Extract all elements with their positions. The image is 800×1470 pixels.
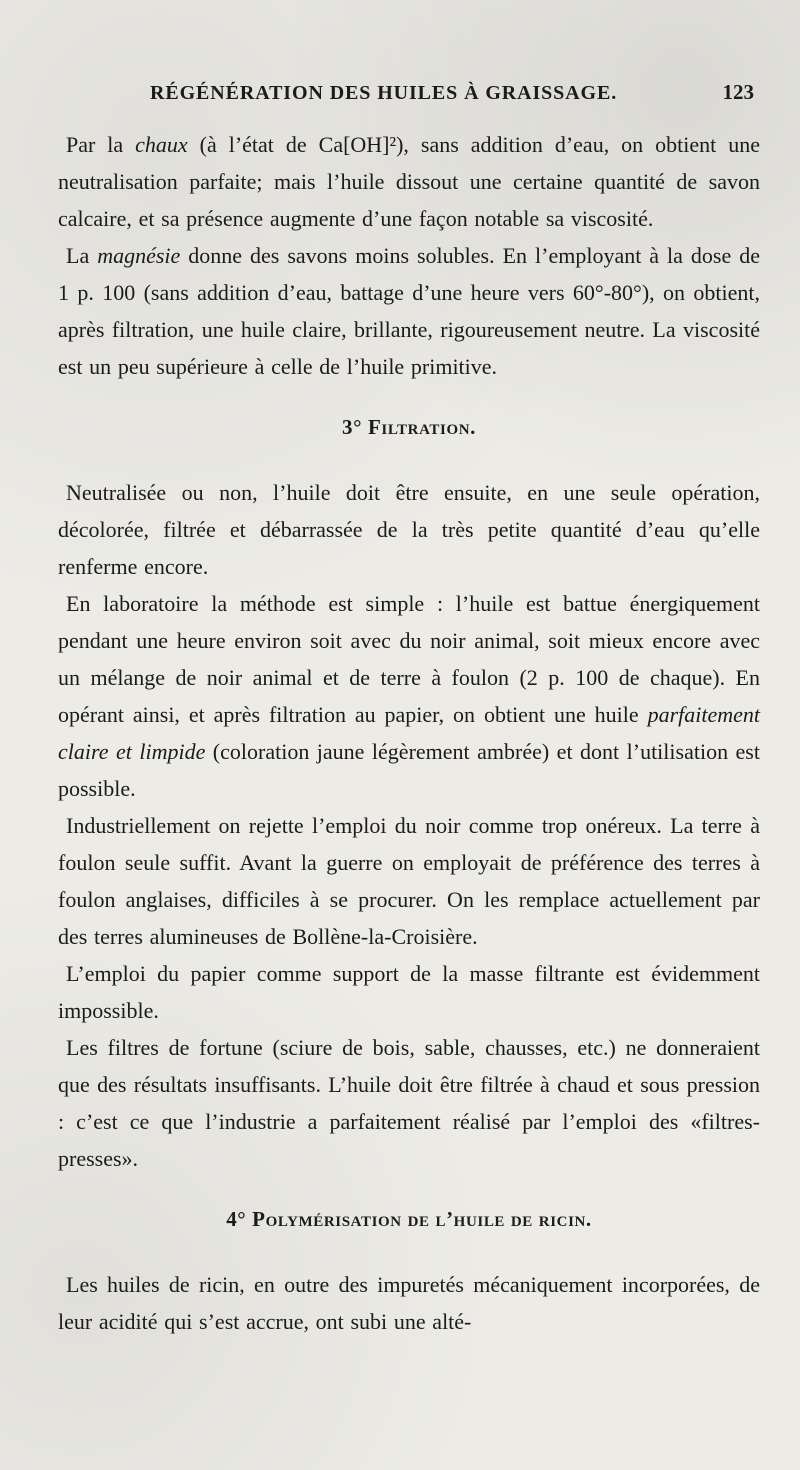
section-title-filtration: 3° Filtration. [342, 415, 476, 439]
paragraph-chaux-after: (à l’état de Ca[OH]²), sans addition d’eau, on obtient une neutralisation parfaite; mais l’huile dissout une certaine quantité de savon calcaire, et sa présence augmente d’une façon notable sa viscosité. [58, 132, 760, 231]
paragraph-filtration-intro: Neutralisée ou non, l’huile doit être ensuite, en une seule opération, décolorée, filtrée et débarrassée de la très petite quantité d’eau qu’elle renferme encore. [58, 480, 760, 579]
running-head [58, 78, 760, 118]
paragraph-industriellement: Industriellement on rejette l’emploi du noir comme trop onéreux. La terre à foulon seule suffit. Avant la guerre on employait de préférence des terres à foulon anglaises, difficiles à se procurer. On les remplace actuellement par des terres alumineuses de Bollène-la-Croisière. [58, 813, 760, 949]
paragraph-laboratoire-before: En laboratoire la méthode est simple : l’huile est battue énergiquement pendant une heure environ soit avec du noir animal, soit mieux encore avec un mélange de noir animal et de terre à foulon (2 p. 100 de chaque). En opérant ainsi, et après filtration au papier, on obtient une huile [58, 591, 760, 727]
paragraph-chaux [58, 126, 760, 237]
paragraph-laboratoire [58, 585, 760, 807]
section-title-polymerisation: 4° Polymérisation de l’huile de ricin. [226, 1207, 592, 1231]
paragraph-filtres: Les filtres de fortune (sciure de bois, sable, chausses, etc.) ne donneraient que des résultats insuffisants. L’huile doit être filtrée à chaud et sous pression : c’est ce que l’industrie a parfaitement réalisé par l’emploi des «filtres-presses». [58, 1035, 760, 1171]
paragraph-chaux-before: Par la [66, 132, 136, 157]
paragraph-papier: L’emploi du papier comme support de la masse filtrante est évidemment impossible. [58, 961, 760, 1023]
paragraph-magnesie-italic: magnésie [97, 243, 181, 268]
paragraph-ricin: Les huiles de ricin, en outre des impuretés mécaniquement incorporées, de leur acidité qui s’est accrue, ont subi une alté- [58, 1272, 760, 1334]
paragraph-chaux-italic: chaux [135, 132, 188, 157]
running-title: RÉGÉNÉRATION DES HUILES À GRAISSAGE. [150, 82, 618, 104]
paragraph-magnesie-after: donne des savons moins solubles. En l’employant à la dose de 1 p. 100 (sans addition d’eau, battage d’une heure vers 60°-80°), on obtient, après filtration, une huile claire, brillante, rigoureusement neutre. La viscosité est un peu supérieure à celle de l’huile primitive. [58, 243, 761, 379]
paragraph-laboratoire-italic: parfaitement claire et limpide [58, 702, 760, 764]
paragraph-magnesie-before: La [66, 243, 98, 268]
page-number: 123 [722, 80, 754, 104]
paragraph-magnesie [58, 237, 760, 385]
paragraph-laboratoire-after: (coloration jaune légèrement ambrée) et dont l’utilisation est possible. [58, 739, 760, 801]
